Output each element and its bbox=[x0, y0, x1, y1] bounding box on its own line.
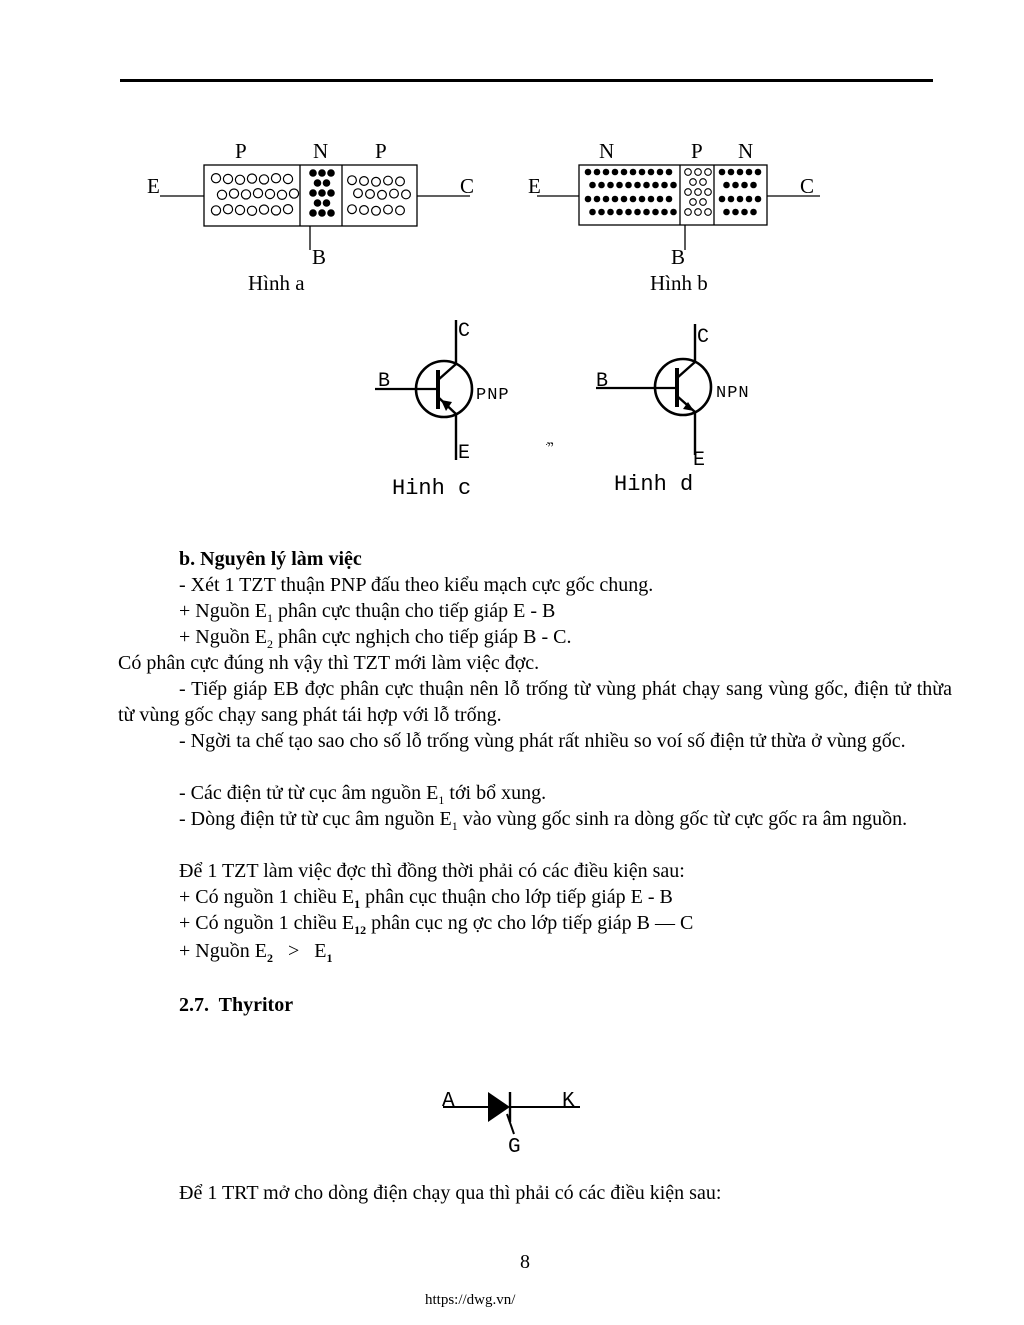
electron-dot bbox=[621, 169, 628, 176]
electron-dot bbox=[719, 169, 726, 176]
electron-dot bbox=[634, 209, 641, 216]
fig-a-region-3: P bbox=[375, 139, 387, 163]
hole-dot bbox=[396, 206, 405, 215]
electron-dot bbox=[643, 209, 650, 216]
electron-dot bbox=[750, 209, 757, 216]
hole-dot bbox=[372, 177, 381, 186]
hole-dot bbox=[360, 206, 369, 215]
hole-dot bbox=[283, 174, 292, 183]
electron-dot bbox=[639, 196, 646, 203]
para-4: Có phân cực đúng nh vậy thì TZT mới làm việc đợc. bbox=[118, 652, 540, 674]
fig-a-caption: Hình a bbox=[248, 271, 305, 295]
figure-d bbox=[596, 324, 750, 497]
electron-dot bbox=[607, 182, 614, 189]
electron-dot bbox=[670, 209, 677, 216]
electron-dot bbox=[323, 179, 331, 187]
fig-d-label-c: C bbox=[697, 326, 710, 349]
electron-dot bbox=[630, 169, 637, 176]
hole-dot bbox=[695, 189, 702, 196]
electron-dot bbox=[309, 169, 317, 177]
fig-c-type: PNP bbox=[476, 386, 510, 405]
hole-dot bbox=[348, 176, 357, 185]
hole-dot bbox=[366, 190, 375, 199]
electron-dot bbox=[634, 182, 641, 189]
para-8: - Dòng điện tử từ cục âm nguồn $E_1$ vào vùng gốc sinh ra dòng gốc từ cực gốc ra âm nguồn. bbox=[179, 808, 908, 833]
electron-dot bbox=[585, 169, 592, 176]
hole-dot bbox=[211, 174, 220, 183]
fig-b-region-3: N bbox=[738, 139, 754, 163]
electron-dot bbox=[603, 196, 610, 203]
figure-b bbox=[528, 139, 820, 295]
electron-dot bbox=[741, 182, 748, 189]
fig-b-label-e: E bbox=[528, 174, 541, 198]
hole-dot bbox=[259, 175, 268, 184]
fig-b-label-b: B bbox=[671, 245, 686, 269]
hole-dot bbox=[360, 177, 369, 186]
electron-dot bbox=[603, 169, 610, 176]
electron-dot bbox=[661, 182, 668, 189]
electron-dot bbox=[755, 169, 762, 176]
fig-d-label-b: B bbox=[596, 370, 609, 393]
hole-dot bbox=[685, 209, 692, 216]
electron-dot bbox=[652, 182, 659, 189]
electron-dot bbox=[750, 182, 757, 189]
electron-dot bbox=[746, 169, 753, 176]
electron-dot bbox=[323, 199, 331, 207]
electron-dot bbox=[666, 196, 673, 203]
hole-dot bbox=[289, 189, 298, 198]
section-27-heading: 2.7. Thyritor bbox=[179, 994, 294, 1016]
fig-b-holes bbox=[685, 169, 712, 216]
fig-b-electrons-right bbox=[719, 169, 762, 216]
hole-dot bbox=[247, 174, 256, 183]
electron-dot bbox=[309, 189, 317, 197]
thyristor-label-k: K bbox=[562, 1090, 575, 1113]
hole-dot bbox=[211, 206, 220, 215]
electron-dot bbox=[616, 182, 623, 189]
footer-url[interactable]: https://dwg.vn/ bbox=[425, 1292, 516, 1308]
fig-b-region-2: P bbox=[691, 139, 703, 163]
hole-dot bbox=[223, 205, 232, 214]
electron-dot bbox=[746, 196, 753, 203]
fig-b-electrons-left bbox=[585, 169, 677, 216]
electron-dot bbox=[723, 182, 730, 189]
hole-dot bbox=[690, 199, 697, 206]
electron-dot bbox=[314, 199, 322, 207]
electron-dot bbox=[616, 209, 623, 216]
electron-dot bbox=[755, 196, 762, 203]
electron-dot bbox=[327, 169, 335, 177]
electron-dot bbox=[621, 196, 628, 203]
section-b-heading: b. Nguyên lý làm việc bbox=[179, 548, 362, 570]
fig-a-label-e: E bbox=[147, 174, 160, 198]
hole-dot bbox=[695, 169, 702, 176]
electron-dot bbox=[589, 209, 596, 216]
electron-dot bbox=[723, 209, 730, 216]
hole-dot bbox=[402, 190, 411, 199]
hole-dot bbox=[348, 205, 357, 214]
electron-dot bbox=[728, 196, 735, 203]
electron-dot bbox=[719, 196, 726, 203]
fig-a-label-b: B bbox=[312, 245, 327, 269]
hole-dot bbox=[695, 209, 702, 216]
thyristor-symbol bbox=[442, 1090, 580, 1159]
electron-dot bbox=[643, 182, 650, 189]
hole-dot bbox=[685, 189, 692, 196]
hole-dot bbox=[396, 177, 405, 186]
electron-dot bbox=[309, 209, 317, 217]
fig-c-caption: Hinh c bbox=[392, 476, 472, 501]
figure-a bbox=[147, 139, 474, 295]
fig-a-region-1: P bbox=[235, 139, 247, 163]
electron-dot bbox=[652, 209, 659, 216]
para-3: + Nguồn $E_2$ phân cực nghịch cho tiếp giáp B - C. bbox=[179, 626, 572, 651]
thyristor-label-a: A bbox=[442, 1090, 455, 1113]
fig-c-label-e: E bbox=[458, 442, 471, 465]
hole-dot bbox=[378, 190, 387, 199]
hole-dot bbox=[259, 205, 268, 214]
electron-dot bbox=[661, 209, 668, 216]
fig-a-region-2: N bbox=[313, 139, 329, 163]
para-12: + Nguồn $E_2 > E_1$ bbox=[179, 940, 333, 965]
fig-c-label-c: C bbox=[458, 320, 471, 343]
hole-dot bbox=[235, 205, 244, 214]
hole-dot bbox=[390, 189, 399, 198]
hole-dot bbox=[705, 209, 712, 216]
electron-dot bbox=[666, 169, 673, 176]
electron-dot bbox=[318, 189, 326, 197]
electron-dot bbox=[318, 169, 326, 177]
electron-dot bbox=[630, 196, 637, 203]
electron-dot bbox=[648, 196, 655, 203]
electron-dot bbox=[589, 182, 596, 189]
para-5: - Tiếp giáp EB đợc phân cực thuận nên lỗ trống từ vùng phát chạy sang vùng gốc, điện tử thừa từ vùng gốc chạy sang phát tái hợp với lỗ trống. bbox=[118, 678, 952, 726]
thyristor-label-g: G bbox=[508, 1136, 521, 1159]
electron-dot bbox=[737, 169, 744, 176]
hole-dot bbox=[384, 176, 393, 185]
electron-dot bbox=[732, 182, 739, 189]
electron-dot bbox=[741, 209, 748, 216]
hole-dot bbox=[685, 169, 692, 176]
page-number: 8 bbox=[520, 1251, 530, 1273]
electron-dot bbox=[612, 196, 619, 203]
hole-dot bbox=[271, 174, 280, 183]
electron-dot bbox=[607, 209, 614, 216]
fig-d-caption: Hinh d bbox=[614, 472, 694, 497]
hole-dot bbox=[705, 189, 712, 196]
electron-dot bbox=[657, 196, 664, 203]
electron-dot bbox=[737, 196, 744, 203]
fig-d-label-e: E bbox=[693, 449, 706, 472]
electron-dot bbox=[598, 209, 605, 216]
fig-a-label-c: C bbox=[460, 174, 475, 198]
electron-dot bbox=[728, 169, 735, 176]
fig-a-holes-left bbox=[211, 174, 298, 216]
thyristor-triangle-icon bbox=[488, 1092, 510, 1122]
hole-dot bbox=[241, 190, 250, 199]
electron-dot bbox=[732, 209, 739, 216]
electron-dot bbox=[314, 179, 322, 187]
para-1: - Xét 1 TZT thuận PNP đấu theo kiểu mạch cực gốc chung. bbox=[179, 574, 654, 596]
fig-b-label-c: C bbox=[800, 174, 815, 198]
electron-dot bbox=[648, 169, 655, 176]
electron-dot bbox=[327, 209, 335, 217]
stray-mark: ײּ bbox=[547, 439, 554, 454]
hole-dot bbox=[265, 189, 274, 198]
hole-dot bbox=[277, 190, 286, 199]
fig-a-electrons bbox=[309, 169, 335, 217]
hole-dot bbox=[229, 189, 238, 198]
para-11: + Có nguồn 1 chiều $E_{12}$ phân cục ng ợc cho lớp tiếp giáp B — C bbox=[179, 912, 694, 937]
hole-dot bbox=[235, 175, 244, 184]
hole-dot bbox=[354, 189, 363, 198]
electron-dot bbox=[327, 189, 335, 197]
hole-dot bbox=[700, 179, 707, 186]
hole-dot bbox=[372, 206, 381, 215]
para-10: + Có nguồn 1 chiều $E_1$ phân cục thuận cho lớp tiếp giáp E - B bbox=[179, 886, 673, 911]
electron-dot bbox=[625, 182, 632, 189]
para-2: + Nguồn $E_1$ phân cực thuận cho tiếp giáp E - B bbox=[179, 600, 556, 625]
hole-dot bbox=[253, 189, 262, 198]
hole-dot bbox=[384, 205, 393, 214]
electron-dot bbox=[594, 196, 601, 203]
hole-dot bbox=[705, 169, 712, 176]
electron-dot bbox=[598, 182, 605, 189]
para-6: - Ngời ta chế tạo sao cho số lỗ trống vùng phát rất nhiều so voí số điện tử thừa ở vùng gốc. bbox=[179, 730, 906, 752]
hole-dot bbox=[690, 179, 697, 186]
figure-c bbox=[375, 320, 510, 501]
para-7: - Các điện tử từ cục âm nguồn $E_1$ tới bổ xung. bbox=[179, 782, 547, 807]
hole-dot bbox=[217, 190, 226, 199]
electron-dot bbox=[657, 169, 664, 176]
electron-dot bbox=[639, 169, 646, 176]
fig-b-caption: Hình b bbox=[650, 271, 708, 295]
electron-dot bbox=[625, 209, 632, 216]
electron-dot bbox=[594, 169, 601, 176]
hole-dot bbox=[700, 199, 707, 206]
hole-dot bbox=[247, 206, 256, 215]
para-9: Để 1 TZT làm việc đợc thì đồng thời phải có các điều kiện sau: bbox=[179, 860, 685, 882]
para-trt: Để 1 TRT mở cho dòng điện chạy qua thì phải có các điều kiện sau: bbox=[179, 1182, 722, 1204]
fig-d-type: NPN bbox=[716, 384, 750, 403]
fig-b-region-1: N bbox=[599, 139, 615, 163]
electron-dot bbox=[612, 169, 619, 176]
fig-c-label-b: B bbox=[378, 370, 391, 393]
electron-dot bbox=[670, 182, 677, 189]
hole-dot bbox=[223, 174, 232, 183]
hole-dot bbox=[271, 206, 280, 215]
hole-dot bbox=[283, 205, 292, 214]
electron-dot bbox=[318, 209, 326, 217]
fig-a-holes-right bbox=[348, 176, 411, 215]
electron-dot bbox=[585, 196, 592, 203]
